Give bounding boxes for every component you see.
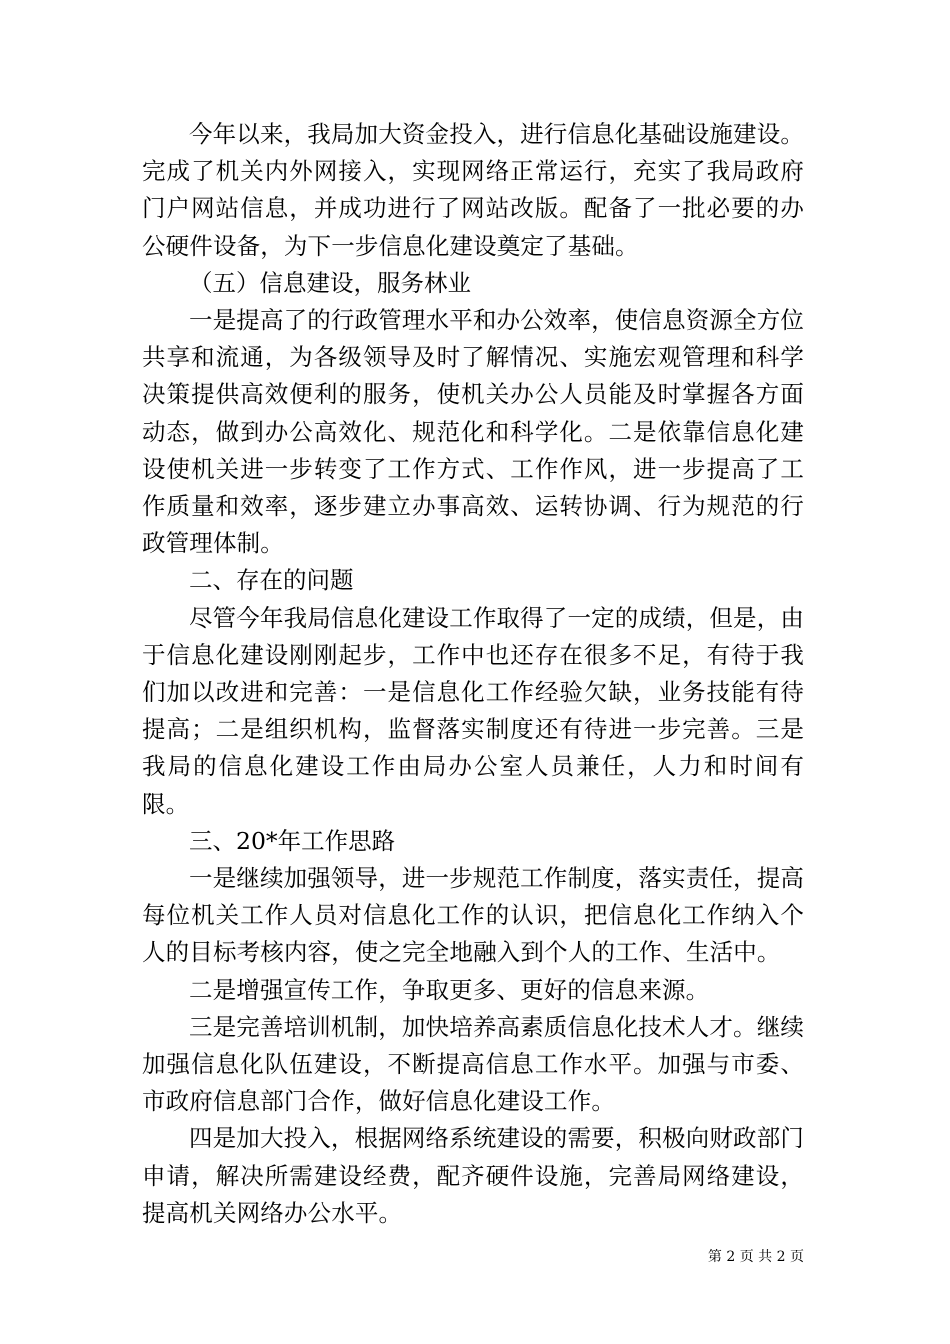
heading-info-construction: （五）信息建设，服务林业: [189, 268, 471, 297]
paragraph-problems: 尽管今年我局信息化建设工作取得了一定的成绩，但是，由于信息化建设刚刚起步，工作中也还存在很多不足，有待于我们加以改进和完善：一是信息化工作经验欠缺，业务技能有待提高；二是组织机构，监督落实制度还有待进一步完善。三是我局的信息化建设工作由局办公室人员兼任，人力和时间有限。: [142, 603, 804, 818]
paragraph-plan-publicity: 二是增强宣传工作，争取更多、更好的信息来源。: [189, 975, 710, 1004]
paragraph-plan-leadership: 一是继续加强领导，进一步规范工作制度，落实责任，提高每位机关工作人员对信息化工作的认识，把信息化工作纳入个人的目标考核内容，使之完全地融入到个人的工作、生活中。: [142, 864, 804, 967]
paragraph-achievements: 一是提高了的行政管理水平和办公效率，使信息资源全方位共享和流通，为各级领导及时了解情况、实施宏观管理和科学决策提供高效便利的服务，使机关办公人员能及时掌握各方面动态，做到办公高效化、规范化和科学化。二是依靠信息化建设使机关进一步转变了工作方式、工作作风，进一步提高了工作质量和效率，逐步建立办事高效、运转协调、行为规范的行政管理体制。: [142, 306, 804, 558]
paragraph-infrastructure: 今年以来，我局加大资金投入，进行信息化基础设施建设。完成了机关内外网接入，实现网络正常运行，充实了我局政府门户网站信息，并成功进行了网站改版。配备了一批必要的办公硬件设备，为下一步信息化建设奠定了基础。: [142, 120, 804, 260]
paragraph-plan-investment: 四是加大投入，根据网络系统建设的需要，积极向财政部门申请，解决所需建设经费，配齐硬件设施，完善局网络建设，提高机关网络办公水平。: [142, 1124, 804, 1227]
heading-work-plan: 三、20*年工作思路: [189, 826, 396, 855]
paragraph-plan-training: 三是完善培训机制，加快培养高素质信息化技术人才。继续加强信息化队伍建设，不断提高信息工作水平。加强与市委、市政府信息部门合作，做好信息化建设工作。: [142, 1012, 804, 1116]
document-body: [142, 116, 804, 1232]
heading-existing-problems: 二、存在的问题: [189, 566, 354, 595]
page-number: 第 2 页 共 2 页: [707, 1249, 804, 1265]
